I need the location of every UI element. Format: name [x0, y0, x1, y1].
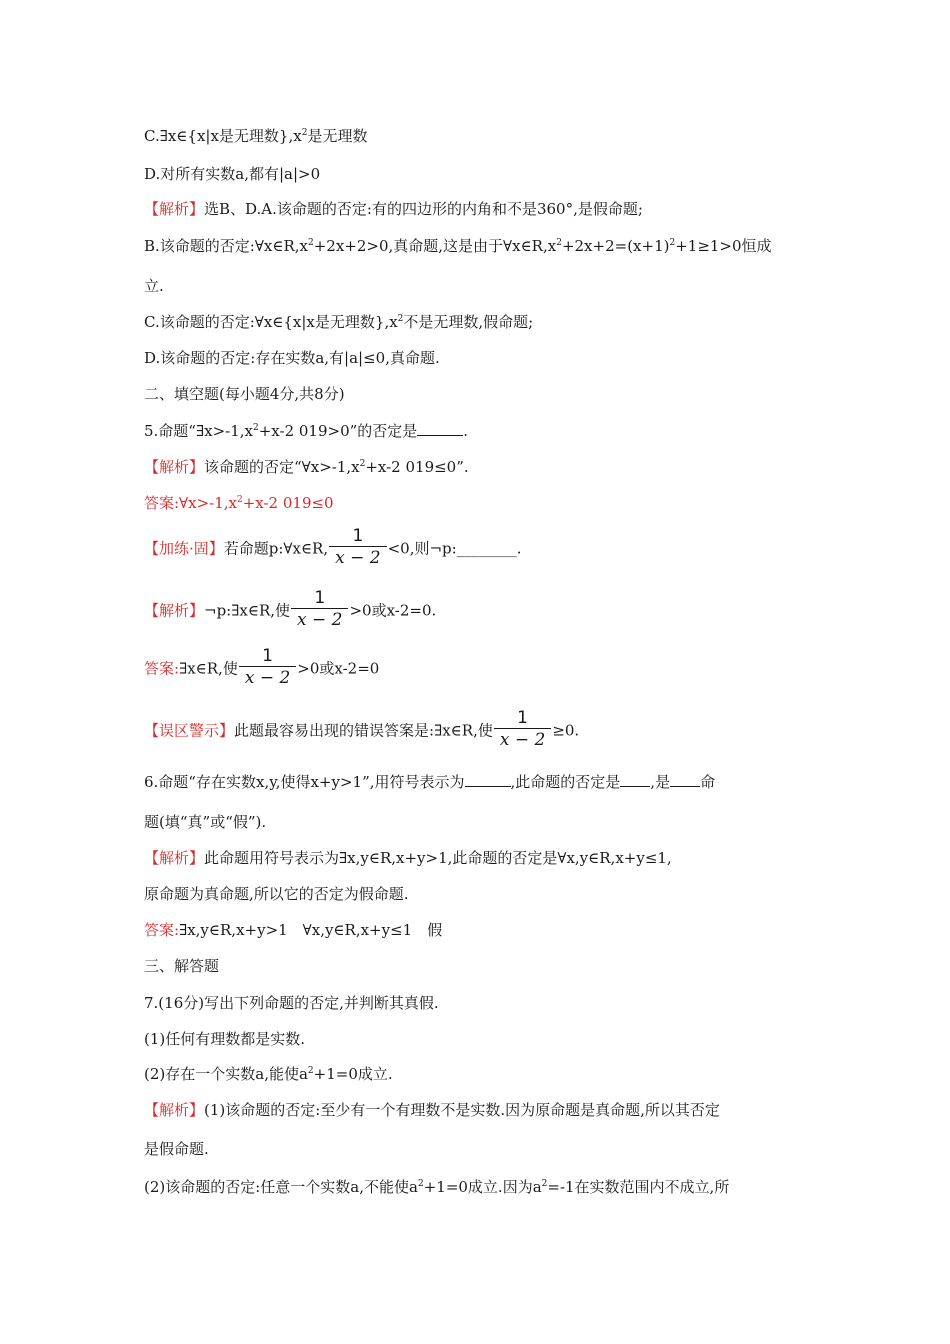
common-mistake: 【误区警示】此题最容易出现的错误答案是:∃x∈R,使 $\frac{1}{x - 2}$ ≥0. — [144, 708, 580, 750]
question-6: 6.命题“存在实数x,y,使得x+y>1”,用符号表示为 ,此命题的否定是 ,是 命 — [144, 773, 716, 791]
analysis-c: C.该命题的否定:∀x∈{x|x是无理数}$,x^2$不是无理数,假命题; — [144, 313, 534, 331]
answer-label: 答案: — [144, 921, 180, 939]
answer-label: 答案: — [144, 659, 180, 678]
question-7-part-2: (2)存在一个实数a,能使$a^2+1=0$成立. — [144, 1065, 393, 1083]
question-7-part-1: (1)任何有理数都是实数. — [144, 1030, 306, 1048]
section-solve: 三、解答题 — [144, 957, 220, 975]
answer-q6: 答案:∃x,y∈R,x+y>1 ∀x,y∈R,x+y≤1 假 — [144, 921, 443, 939]
analysis-label: 【解析】 — [144, 1101, 205, 1119]
analysis-q7: 【解析】(1)该命题的否定:至少有一个有理数不是实数.因为原命题是真命题,所以其否定 — [144, 1101, 720, 1119]
fraction: $\frac{1}{x - 2}$ — [329, 526, 386, 569]
analysis-q6-cont: 原命题为真命题,所以它的否定为假命题. — [144, 885, 409, 903]
question-6-cont: 题(填“真”或“假”). — [144, 813, 267, 831]
question-5: 5.命题“$\exists x>-1,x^2+x-2$ 019>0”的否定是 . — [144, 422, 469, 440]
analysis-q7-part-2: (2)该命题的否定:任意一个实数a,不能使$a^2+1=0$成立.因为$a^2=-1$在实数范围内不成立,所 — [144, 1178, 730, 1196]
practice-label: 【加练·固】 — [144, 539, 224, 558]
analysis-b: B.该命题的否定$:\forall x\in R,x^2+2x+2>0$,真命题,这是由于$\forall x\in R,x^2+2x+2=(x+1)^2+1\ge 1>0$恒成 — [144, 237, 772, 255]
analysis-q6: 【解析】此命题用符号表示为∃x,y∈R,x+y>1,此命题的否定是∀x,y∈R,x+y≤1, — [144, 849, 672, 867]
answer-q5 — [144, 493, 334, 513]
mistake-label: 【误区警示】 — [144, 721, 235, 740]
question-7: 7.(16分)写出下列命题的否定,并判断其真假. — [144, 994, 439, 1012]
fraction: $\frac{1}{x - 2}$ — [494, 708, 551, 751]
analysis-q7-cont: 是假命题. — [144, 1140, 209, 1158]
option-d: D.对所有实数a,都有|a|>0 — [144, 165, 321, 183]
option-c: C.∃x∈{x|x是无理数}$,x^2$是无理数 — [144, 127, 368, 145]
analysis-q5: 【解析】该命题的否定“$\forall x>-1,x^2+x-2$ 019≤0”. — [144, 458, 469, 476]
answer-label: 答案$:\forall x>-1,x^2+x-2$ 019≤0 — [144, 494, 334, 512]
analysis-label: 【解析】 — [144, 200, 205, 218]
analysis-q4 — [144, 199, 643, 219]
practice-question: 【加练·固】若命题p:∀x∈R, $\frac{1}{x - 2}$ <0,则¬p:________. — [144, 526, 522, 568]
analysis-b-cont: 立. — [144, 277, 164, 295]
analysis-label: 【解析】 — [144, 601, 205, 620]
practice-analysis: 【解析】¬p:∃x∈R,使 $\frac{1}{x - 2}$ >0或x-2=0. — [144, 588, 437, 630]
section-fill-in: 二、填空题(每小题4分,共8分) — [144, 385, 345, 403]
fraction: $\frac{1}{x - 2}$ — [291, 588, 348, 631]
analysis-d: D.该命题的否定:存在实数a,有|a|≤0,真命题. — [144, 349, 440, 367]
analysis-label: 【解析】 — [144, 849, 205, 867]
analysis-label: 【解析】 — [144, 458, 205, 476]
analysis-text: 选B、D.A.该命题的否定:有的四边形的内角和不是360°,是假命题; — [204, 200, 643, 218]
practice-answer: 答案:∃x∈R,使 $\frac{1}{x - 2}$ >0或x-2=0 — [144, 646, 380, 688]
fraction: $\frac{1}{x - 2}$ — [239, 646, 296, 689]
